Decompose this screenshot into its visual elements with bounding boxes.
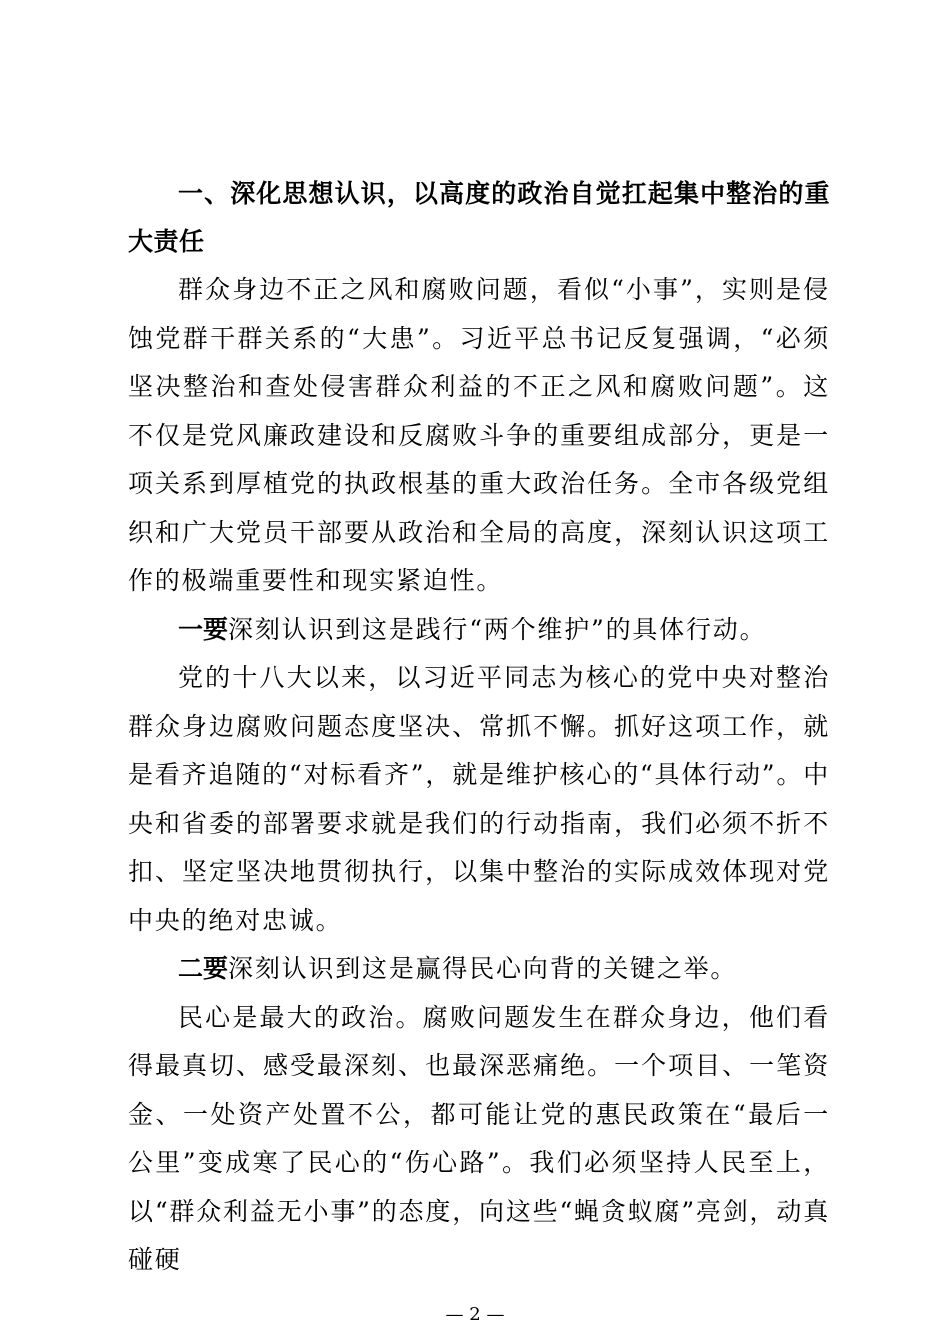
paragraph-5 xyxy=(128,994,830,1285)
paragraph-1 xyxy=(128,266,830,606)
paragraph-5-text: 民心是最大的政治。腐败问题发生在群众身边，他们看得最真切、感受最深刻、也最深恶痛绝。一个项目、一笔资金、一处资产处置不公，都可能让党的惠民政策在“最后一公里”变成寒了民心的“伤心路”。我们必须坚持人民至上，以“群众利益无小事”的态度，向这些“蝇贪蚁腐”亮剑，动真碰硬 xyxy=(128,1002,830,1274)
page-number: — 2 — xyxy=(445,1304,505,1325)
paragraph-2 xyxy=(128,606,830,655)
paragraph-4-text: 深刻认识到这是赢得民心向背的关键之举。 xyxy=(228,954,738,983)
section-heading: 一、深化思想认识，以高度的政治自觉扛起集中整治的重大责任 xyxy=(128,179,830,256)
document-page xyxy=(128,170,830,1285)
paragraph-1-text: 群众身边不正之风和腐败问题，看似“小事”，实则是侵蚀党群干群关系的“大患”。习近平总书记反复强调，“必须坚决整治和查处侵害群众利益的不正之风和腐败问题”。这不仅是党风廉政建设和反腐败斗争的重要组成部分，更是一项关系到厚植党的执政根基的重大政治任务。全市各级党组织和广大党员干部要从政治和全局的高度，深刻认识这项工作的极端重要性和现实紧迫性。 xyxy=(128,275,830,595)
paragraph-4 xyxy=(128,945,830,994)
paragraph-3 xyxy=(128,654,830,945)
paragraph-4-lead: 二要 xyxy=(178,954,229,983)
paragraph-2-text: 深刻认识到这是践行“两个维护”的具体行动。 xyxy=(228,614,767,644)
paragraph-3-text: 党的十八大以来，以习近平同志为核心的党中央对整治群众身边腐败问题态度坚决、常抓不懈。抓好这项工作，就是看齐追随的“对标看齐”，就是维护核心的“具体行动”。中央和省委的部署要求就是我们的行动指南，我们必须不折不扣、坚定坚决地贯彻执行，以集中整治的实际成效体现对党中央的绝对忠诚。 xyxy=(128,663,830,935)
paragraph-2-lead: 一要 xyxy=(178,614,229,644)
